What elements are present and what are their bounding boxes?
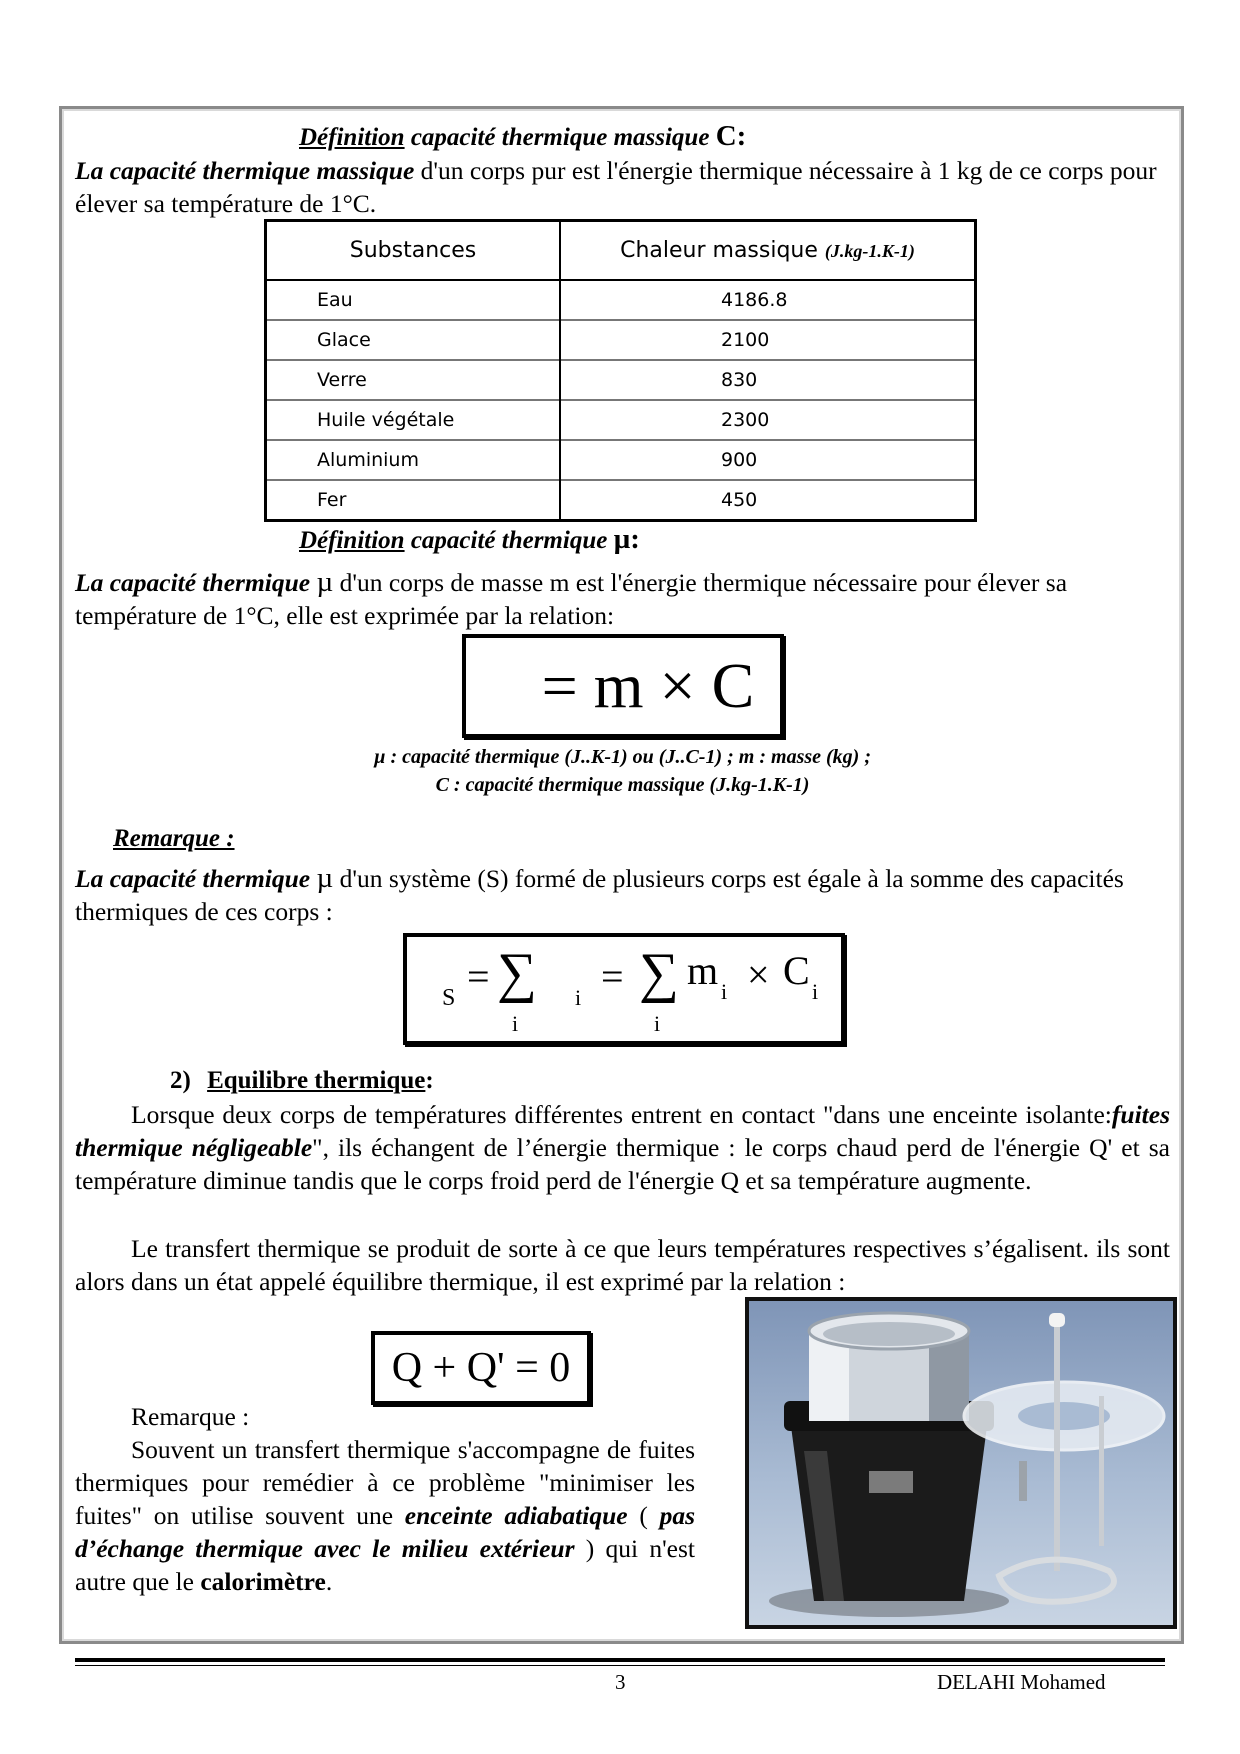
formula-equilibrium-box <box>371 1331 591 1405</box>
section-2-heading: 2) Equilibre thermique: <box>170 1067 434 1094</box>
column-header-substances: Substances <box>266 221 561 281</box>
definition-1-title: Définition capacité thermique massique C: <box>299 120 747 152</box>
footer-rule-thick <box>75 1658 1165 1662</box>
table-row: Glace 2100 <box>266 320 976 360</box>
footer-rule-thin <box>75 1665 1165 1666</box>
section-2-paragraph-3: Souvent un transfert thermique s'accompagne de fuites thermiques pour remédier à ce problème "minimiser les fuites" on utilise souvent une enceinte adiabatique ( pas d’échange thermique avec le milieu extérieur ) qui n'est autre que le calorimètre. <box>75 1435 696 1596</box>
calorimeter-illustration <box>749 1301 1173 1625</box>
formula-sum: S = ∑ i i = ∑ i m i × C i <box>442 942 819 1036</box>
formula-caption-line-2: C : capacité thermique massique (J.kg-1.K-1) <box>435 774 810 796</box>
section-2-paragraph-1: Lorsque deux corps de températures différentes entrent en contact "dans une enceinte isolante:fuites thermique négligeable", ils échangent de l’énergie thermique : le corps chaud perd de l'énergie Q' et sa température diminue tandis que le corps froid perd de l'énergie Q et sa température augmente. <box>75 1100 1170 1195</box>
definition-2-text: La capacité thermique µ d'un corps de masse m est l'énergie thermique nécessaire pour élever sa température de 1°C, elle est exprimée par la relation: <box>75 566 1068 630</box>
table-row: Eau 4186.8 <box>266 280 976 320</box>
formula-mu: = m × C <box>541 650 755 721</box>
formula-sum-box <box>403 933 845 1045</box>
formula-mu-box <box>462 634 784 738</box>
remark-1-text: La capacité thermique µ d'un système (S) formé de plusieurs corps est égale à la somme des capacités thermiques de ces corps : <box>75 862 1124 926</box>
section-2-paragraph-2: Le transfert thermique se produit de sorte à ce que leurs températures respectives s’égalisent. ils sont alors dans un état appelé équilibre thermique, il est exprimé par la relation : <box>75 1234 1170 1296</box>
definition-2-title: Définition capacité thermique µ: <box>299 523 640 555</box>
table-row: Fer 450 <box>266 480 976 521</box>
page-number: 3 <box>615 1670 626 1694</box>
section-2-remark-title: Remarque : <box>131 1402 250 1431</box>
table-row: Verre 830 <box>266 360 976 400</box>
remark-1-title: Remarque : <box>113 825 235 852</box>
formula-caption-line-1: µ : capacité thermique (J..K-1) ou (J..C-1) ; m : masse (kg) ; <box>373 746 871 768</box>
table-row: Huile végétale 2300 <box>266 400 976 440</box>
calorimeter-photo <box>745 1297 1177 1629</box>
author-name: DELAHI Mohamed <box>937 1670 1106 1694</box>
definition-1-text: La capacité thermique massique d'un corps pur est l'énergie thermique nécessaire à 1 kg de ce corps pour élever sa température de 1°C. <box>75 156 1157 218</box>
formula-equilibrium: Q + Q' = 0 <box>391 1345 571 1391</box>
table-row: Aluminium 900 <box>266 440 976 480</box>
substances-table <box>264 219 977 522</box>
table-header-row <box>266 221 976 281</box>
column-header-chaleur: Chaleur massique (J.kg-1.K-1) <box>560 221 976 281</box>
